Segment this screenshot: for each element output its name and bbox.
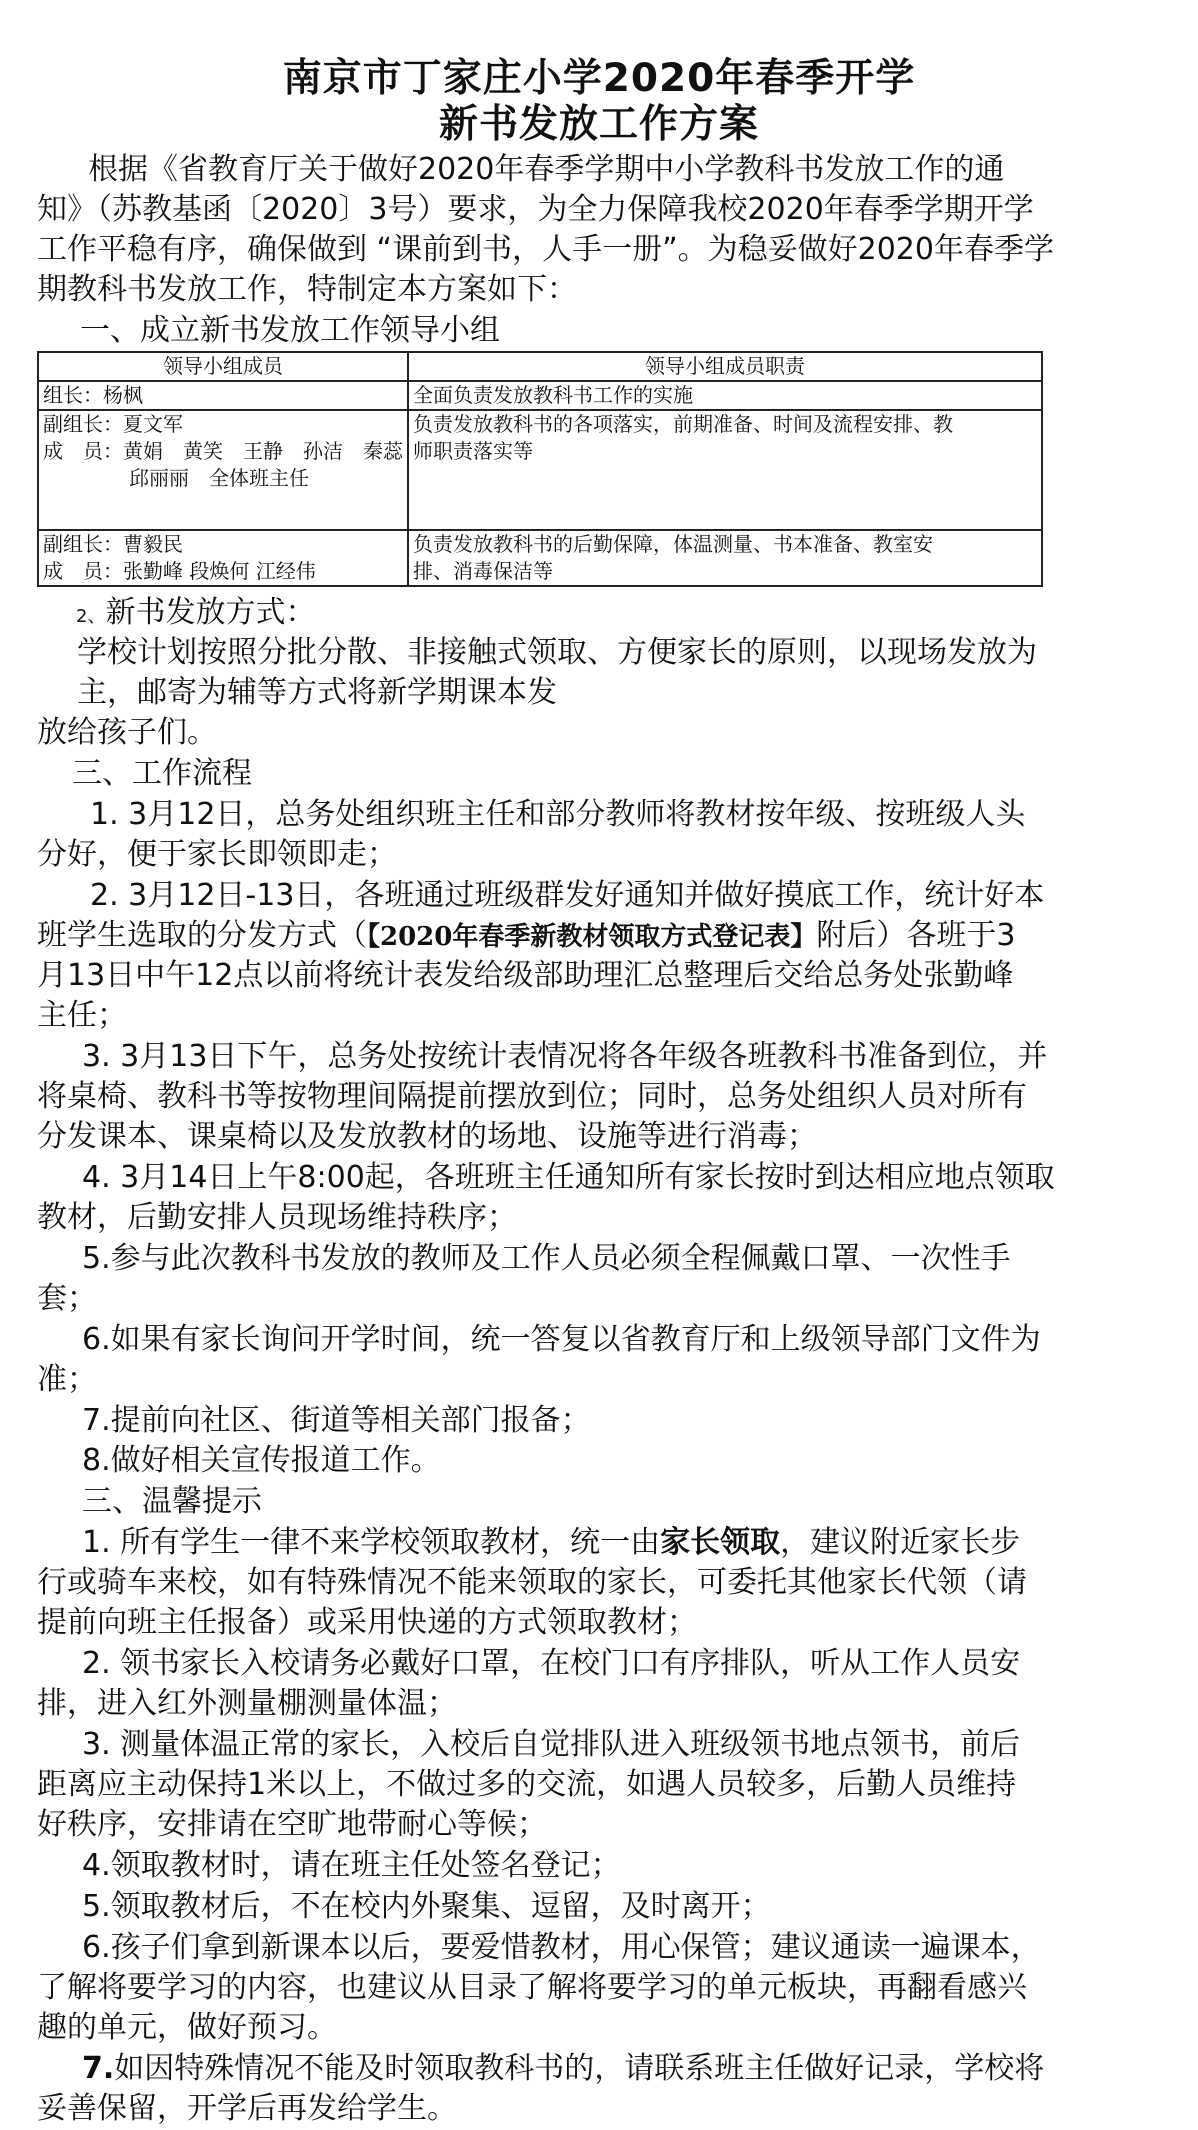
tip-line: 排，进入红外测量棚测量体温； — [37, 1686, 457, 1721]
duty-line: 负责发放教科书的后勤保障，体温测量、书本准备、教室安 — [413, 532, 933, 556]
duty-line: 排、消毒保洁等 — [413, 559, 553, 583]
intro-line: 根据《省教育厅关于做好2020年春季学期中小学教科书发放工作的通 — [88, 152, 1005, 187]
flow-text: 附后）各班于3 — [816, 918, 1016, 953]
method-line: 学校计划按照分批分散、非接触式领取、方便家长的原则，以现场发放为 — [77, 635, 1037, 670]
tip-line: 行或骑车来校，如有特殊情况不能来领取的家长，可委托其他家长代领（请 — [37, 1565, 1027, 1600]
intro-line: 工作平稳有序，确保做到 “课前到书，人手一册”。为稳妥做好2020年春季学 — [37, 232, 1054, 267]
tip-line: 提前向班主任报备）或采用快递的方式领取教材； — [37, 1605, 697, 1640]
intro-line: 期教科书发放工作，特制定本方案如下： — [37, 272, 577, 307]
table-header-cell: 领导小组成员职责 — [408, 352, 1042, 381]
tip-line: 6.孩子们拿到新课本以后，要爱惜教材，用心保管；建议通读一遍课本， — [82, 1930, 1041, 1965]
duty-line: 师职责落实等 — [413, 439, 533, 463]
table-cell-members: 组长：杨枫 — [38, 381, 408, 410]
tip-line: 好秩序，安排请在空旷地带耐心等候； — [37, 1807, 547, 1842]
table-cell-duty — [408, 410, 1042, 530]
flow-line — [37, 916, 1015, 957]
table-cell-duty: 全面负责发放教科书工作的实施 — [408, 381, 1042, 410]
parent-pickup-bold: 家长领取 — [660, 1525, 781, 1560]
tip-number-bold: 7. — [82, 2051, 115, 2086]
flow-line: 8.做好相关宣传报道工作。 — [82, 1443, 441, 1478]
member-line: 成 员：张勤峰 段焕何 江经伟 — [43, 559, 316, 583]
member-line: 副组长：曹毅民 — [43, 532, 183, 556]
flow-line: 分好，便于家长即领即走； — [37, 837, 397, 872]
member-line: 副组长：夏文军 — [43, 412, 183, 436]
doc-title-line1: 南京市丁家庄小学2020年春季开学 — [282, 56, 916, 101]
table-row — [38, 381, 1042, 410]
table-header-row — [38, 352, 1042, 381]
flow-line: 1. 3月12日，总务处组织班主任和部分教师将教材按年级、按班级人头 — [90, 797, 1026, 832]
flow-line: 套； — [37, 1281, 97, 1316]
flow-line: 教材，后勤安排人员现场维持秩序； — [37, 1200, 517, 1235]
flow-line: 准； — [37, 1362, 97, 1397]
tip-text: ，建议附近家长步 — [780, 1525, 1021, 1560]
flow-line: 分发课本、课桌椅以及发放教材的场地、设施等进行消毒； — [37, 1119, 817, 1154]
table-cell-members — [38, 410, 408, 530]
flow-line: 7.提前向社区、街道等相关部门报备； — [82, 1403, 591, 1438]
table-cell-duty — [408, 530, 1042, 586]
tip-text: 1. 所有学生一律不来学校领取教材，统一由 — [82, 1525, 661, 1560]
flow-line: 5.参与此次教科书发放的教师及工作人员必须全程佩戴口罩、一次性手 — [82, 1241, 1011, 1276]
tip-line: 2. 领书家长入校请务必戴好口罩，在校门口有序排队，听从工作人员安 — [82, 1646, 1021, 1681]
flow-line: 2. 3月12日-13日，各班通过班级群发好通知并做好摸底工作，统计好本 — [90, 878, 1045, 913]
tip-line: 3. 测量体温正常的家长，入校后自觉排队进入班级领书地点领书，前后 — [82, 1727, 1021, 1762]
tip-line: 距离应主动保持1米以上，不做过多的交流，如遇人员较多，后勤人员维持 — [37, 1767, 1017, 1802]
member-line: 成 员：黄娟 黄笑 王静 孙洁 秦蕊 — [43, 439, 403, 463]
section-heading-4: 三、温馨提示 — [82, 1484, 262, 1519]
section-heading-2 — [76, 593, 315, 637]
flow-line: 6.如果有家长询问开学时间，统一答复以省教育厅和上级领导部门文件为 — [82, 1322, 1041, 1357]
table-header-cell: 领导小组成员 — [38, 352, 408, 381]
tip-line — [82, 1523, 1020, 1563]
leadership-table — [37, 351, 1043, 587]
member-line: 邱丽丽 全体班主任 — [129, 466, 309, 490]
section-heading-1: 一、成立新书发放工作领导小组 — [80, 313, 500, 348]
duty-line: 负责发放教科书的各项落实，前期准备、时间及流程安排、教 — [413, 412, 953, 436]
section-title: 新书发放方式： — [105, 595, 316, 630]
flow-line: 将桌椅、教科书等按物理间隔提前摆放到位；同时，总务处组织人员对所有 — [37, 1079, 1027, 1114]
table-cell-members — [38, 530, 408, 586]
section-heading-3: 三、工作流程 — [72, 756, 252, 791]
tip-line: 了解将要学习的内容，也建议从目录了解将要学习的单元板块，再翻看感兴 — [37, 1970, 1027, 2005]
form-name-bold: 【2020年春季新教材领取方式登记表】 — [367, 922, 817, 952]
intro-line: 知》（苏教基函〔2020〕3号）要求，为全力保障我校2020年春季学期开学 — [37, 192, 1034, 227]
flow-line: 主任； — [37, 998, 127, 1033]
table-row — [38, 530, 1042, 586]
tip-text: 如因特殊情况不能及时领取教科书的，请联系班主任做好记录，学校将 — [114, 2051, 1045, 2086]
tip-line — [82, 2049, 1044, 2089]
flow-line: 月13日中午12点以前将统计表发给级部助理汇总整理后交给总务处张勤峰 — [37, 958, 1014, 993]
tip-line: 趣的单元，做好预习。 — [37, 2010, 337, 2045]
flow-line: 4. 3月14日上午8:00起，各班班主任通知所有家长按时到达相应地点领取 — [82, 1160, 1055, 1195]
method-line: 放给孩子们。 — [37, 715, 217, 750]
tip-line: 妥善保留，开学后再发给学生。 — [37, 2091, 457, 2126]
section-number: 2、 — [76, 606, 106, 627]
table-row — [38, 410, 1042, 530]
tip-line: 4.领取教材时，请在班主任处签名登记； — [82, 1848, 621, 1883]
tip-line: 5.领取教材后，不在校内外聚集、逗留，及时离开； — [82, 1889, 771, 1924]
flow-text: 班学生选取的分发方式（ — [37, 918, 367, 953]
flow-line: 3. 3月13日下午，总务处按统计表情况将各年级各班教科书准备到位，并 — [82, 1039, 1048, 1074]
method-line: 主，邮寄为辅等方式将新学期课本发 — [77, 675, 557, 710]
doc-title-line2: 新书发放工作方案 — [438, 102, 759, 147]
